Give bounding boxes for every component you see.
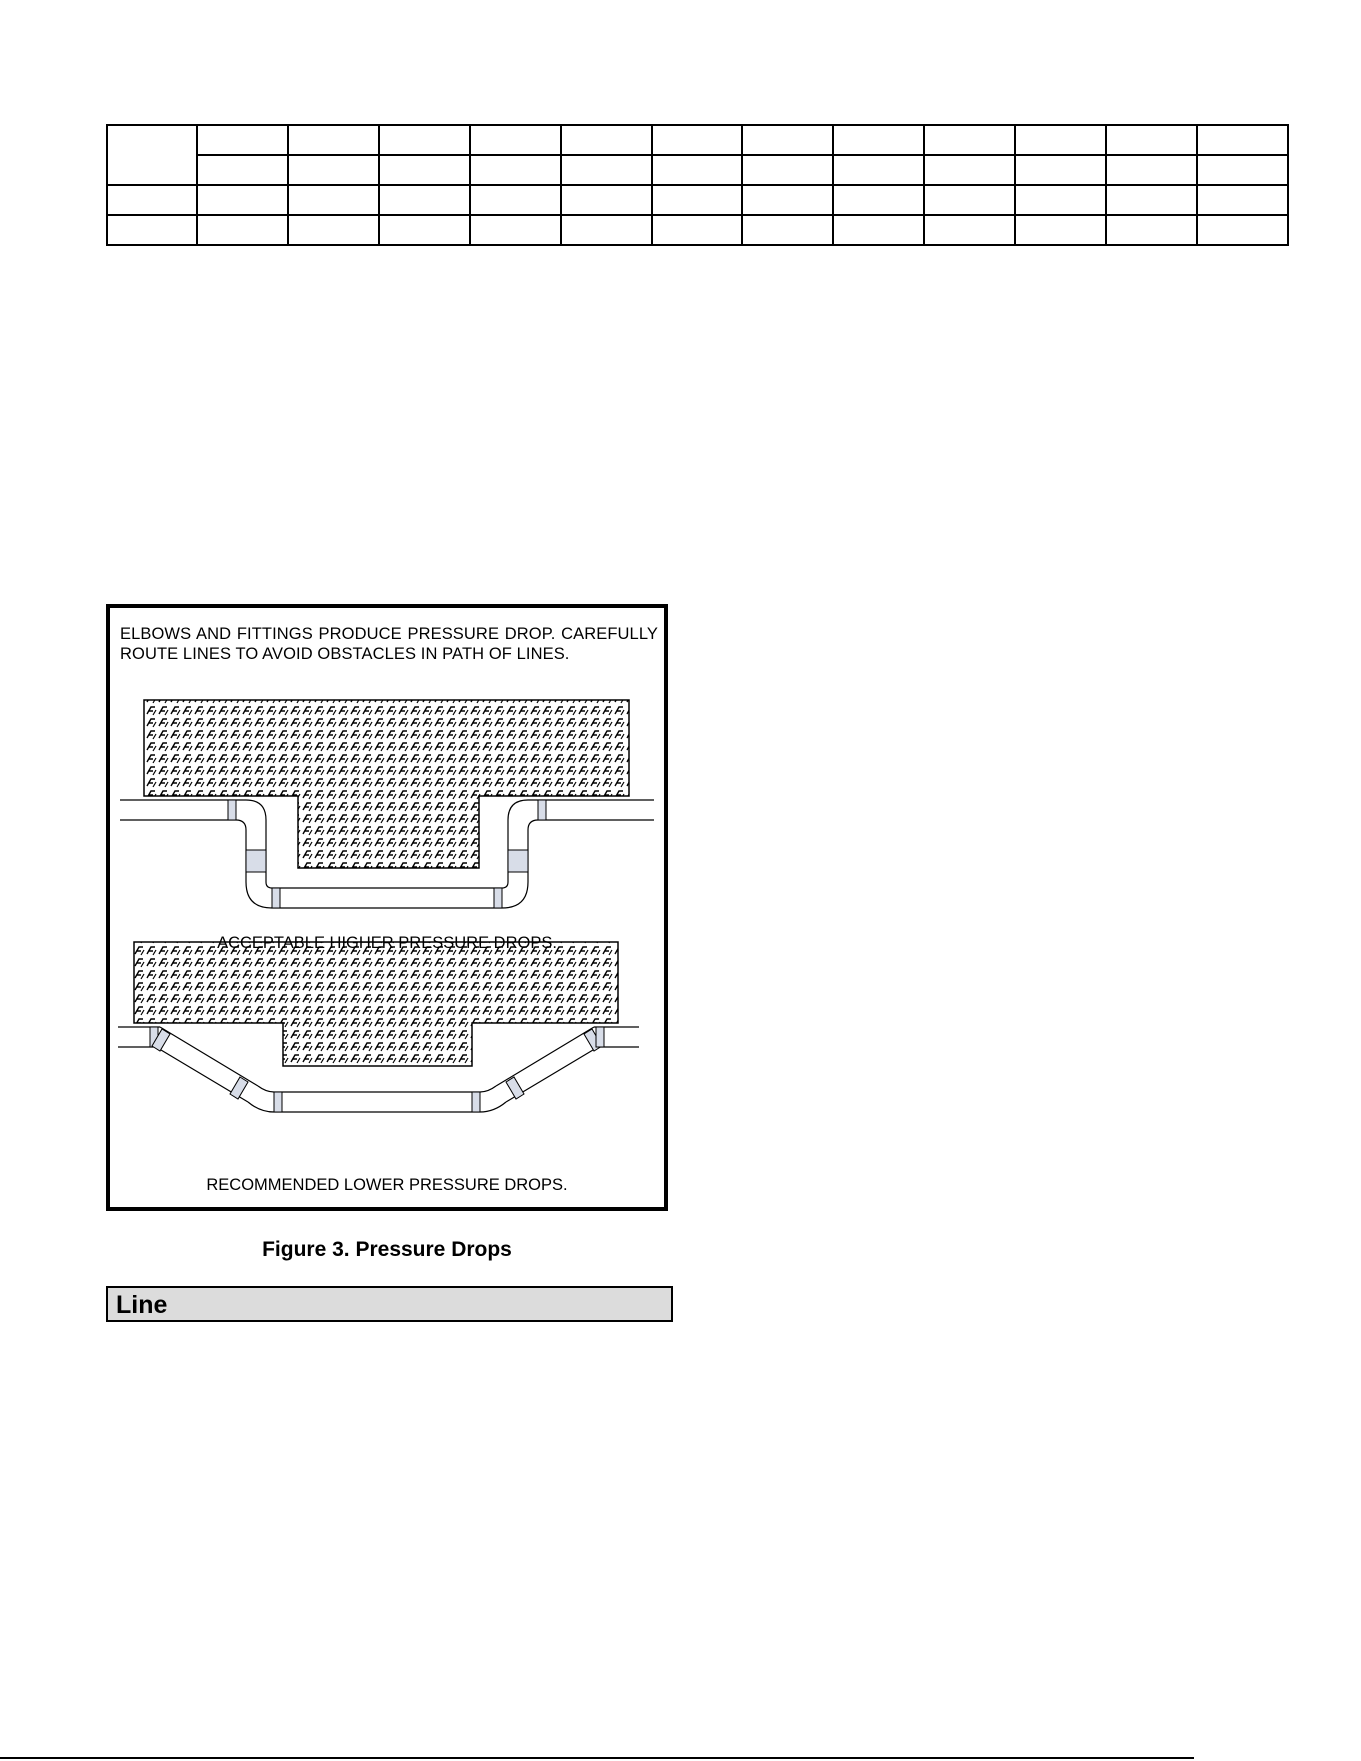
section-heading-bar	[106, 1286, 673, 1322]
table-cell	[1197, 155, 1288, 185]
table-cell	[652, 185, 743, 215]
table-cell	[107, 125, 197, 185]
table-cell	[470, 125, 561, 155]
table-cell	[197, 215, 288, 245]
table-cell	[379, 215, 470, 245]
figure-note: ELBOWS AND FITTINGS PRODUCE PRESSURE DROP. CAREFULLY ROUTE LINES TO AVOID OBSTACLES IN PATH OF LINES.	[120, 625, 658, 663]
table-cell	[833, 155, 924, 185]
table-cell	[924, 125, 1015, 155]
table-cell	[379, 185, 470, 215]
table-cell	[742, 125, 833, 155]
table-row	[107, 125, 1288, 155]
table-cell	[833, 185, 924, 215]
table-cell	[833, 125, 924, 155]
table-cell	[197, 155, 288, 185]
table-cell	[470, 155, 561, 185]
table-row	[107, 155, 1288, 185]
table-cell	[652, 215, 743, 245]
table-cell	[288, 185, 379, 215]
table-cell	[652, 155, 743, 185]
table-cell	[833, 215, 924, 245]
table-cell	[1015, 155, 1106, 185]
table-cell	[288, 125, 379, 155]
pressure-drops-illustration	[110, 608, 664, 1207]
table-cell	[1015, 125, 1106, 155]
table-cell	[1106, 155, 1197, 185]
table-cell	[742, 155, 833, 185]
table-cell	[742, 215, 833, 245]
table-cell	[924, 155, 1015, 185]
table-cell	[379, 125, 470, 155]
table-cell	[470, 215, 561, 245]
footer-rule	[0, 1757, 1194, 1759]
table-cell	[470, 185, 561, 215]
table-cell	[288, 155, 379, 185]
table-cell	[561, 155, 652, 185]
table-cell	[924, 185, 1015, 215]
upper-obstacle	[144, 700, 629, 868]
table-cell	[197, 185, 288, 215]
spec-table	[106, 124, 1289, 246]
table-cell	[107, 185, 197, 215]
table-cell	[924, 215, 1015, 245]
table-cell	[379, 155, 470, 185]
upper-caption: ACCEPTABLE HIGHER PRESSURE DROPS.	[217, 934, 557, 952]
table-cell	[1197, 215, 1288, 245]
lower-caption: RECOMMENDED LOWER PRESSURE DROPS.	[206, 1176, 568, 1194]
table-cell	[1015, 185, 1106, 215]
table-row	[107, 215, 1288, 245]
table-cell	[1197, 125, 1288, 155]
figure-title: Figure 3. Pressure Drops	[262, 1238, 512, 1261]
table-cell	[1197, 185, 1288, 215]
table-cell	[561, 125, 652, 155]
table-cell	[1015, 215, 1106, 245]
table-cell	[742, 185, 833, 215]
pressure-drops-figure	[106, 604, 668, 1211]
table-cell	[1106, 125, 1197, 155]
table-cell	[1106, 215, 1197, 245]
table-cell	[107, 215, 197, 245]
table-cell	[652, 125, 743, 155]
lower-obstacle	[134, 942, 618, 1066]
section-heading: Line	[116, 1291, 168, 1319]
table-row	[107, 185, 1288, 215]
table-cell	[288, 215, 379, 245]
table-cell	[1106, 185, 1197, 215]
table-cell	[561, 215, 652, 245]
table-cell	[561, 185, 652, 215]
table-cell	[197, 125, 288, 155]
